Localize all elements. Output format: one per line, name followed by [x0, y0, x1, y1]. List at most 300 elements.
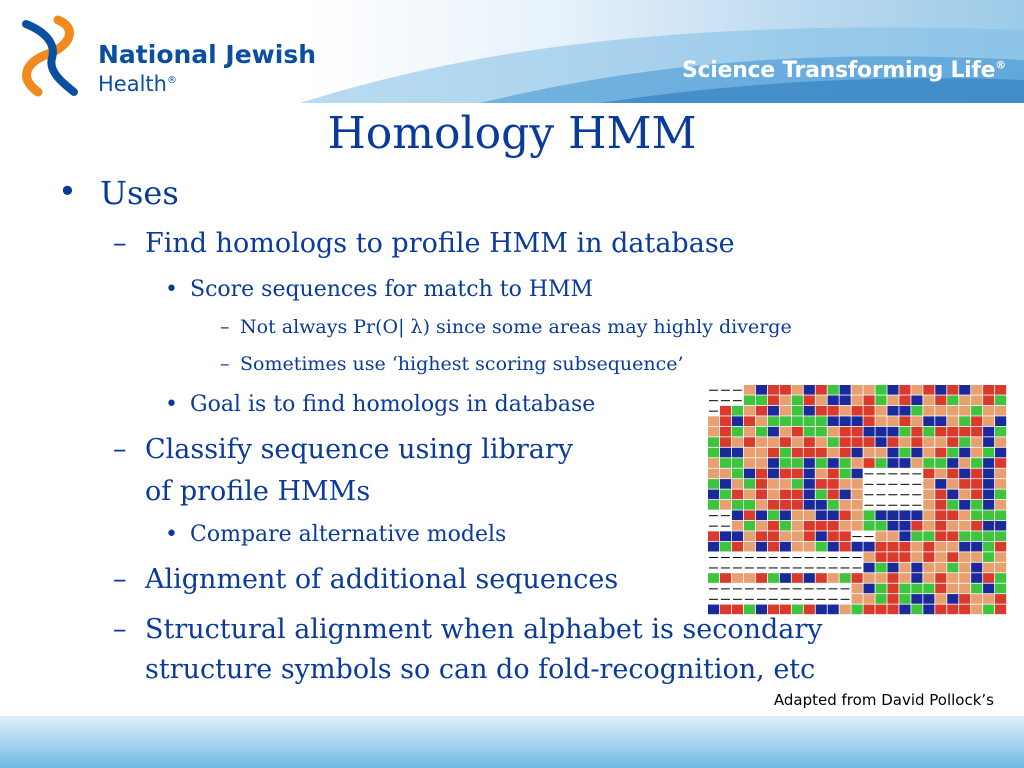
alignment-cell	[852, 479, 863, 489]
alignment-cell	[744, 605, 755, 615]
logo-subtitle	[98, 72, 177, 96]
alignment-cell	[863, 406, 874, 416]
alignment-cell	[804, 448, 815, 458]
alignment-cell	[935, 573, 946, 583]
alignment-cell	[863, 563, 874, 573]
alignment-cell	[804, 437, 815, 447]
alignment-cell	[935, 531, 946, 541]
alignment-cell	[768, 605, 779, 615]
alignment-cell	[780, 406, 791, 416]
alignment-cell	[971, 521, 982, 531]
alignment-cell	[971, 500, 982, 510]
alignment-cell	[852, 490, 863, 500]
alignment-cell	[804, 521, 815, 531]
alignment-cell	[971, 458, 982, 468]
alignment-cell	[923, 594, 934, 604]
alignment-cell	[708, 427, 719, 437]
alignment-cell	[852, 395, 863, 405]
alignment-cell	[744, 469, 755, 479]
alignment-cell	[768, 416, 779, 426]
alignment-cell	[887, 406, 898, 416]
alignment-cell	[720, 531, 731, 541]
alignment-cell	[983, 531, 994, 541]
alignment-cell	[923, 458, 934, 468]
alignment-cell	[899, 385, 910, 395]
alignment-cell	[732, 448, 743, 458]
alignment-cell	[983, 605, 994, 615]
alignment-cell	[863, 437, 874, 447]
alignment-cell	[816, 490, 827, 500]
alignment-cell	[768, 573, 779, 583]
alignment-cell	[828, 605, 839, 615]
alignment-cell	[756, 490, 767, 500]
alignment-cell	[947, 542, 958, 552]
alignment-cell	[804, 395, 815, 405]
alignment-cell	[935, 479, 946, 489]
alignment-cell	[732, 573, 743, 583]
alignment-cell	[911, 437, 922, 447]
alignment-cell	[732, 458, 743, 468]
alignment-cell	[708, 500, 719, 510]
alignment-cell	[875, 552, 886, 562]
alignment-cell	[995, 427, 1006, 437]
alignment-cell	[959, 427, 970, 437]
alignment-cell	[911, 563, 922, 573]
alignment-cell	[756, 531, 767, 541]
alignment-cell	[720, 427, 731, 437]
alignment-cell	[923, 542, 934, 552]
alignment-cell	[995, 521, 1006, 531]
alignment-cell	[983, 385, 994, 395]
alignment-cell	[971, 416, 982, 426]
alignment-cell	[887, 385, 898, 395]
alignment-cell	[995, 469, 1006, 479]
alignment-cell	[720, 479, 731, 489]
alignment-cell	[804, 416, 815, 426]
alignment-cell	[708, 479, 719, 489]
alignment-cell	[768, 510, 779, 520]
alignment-cell	[887, 416, 898, 426]
alignment-cell	[816, 395, 827, 405]
alignment-cell	[875, 573, 886, 583]
alignment-cell	[768, 406, 779, 416]
alignment-cell	[947, 448, 958, 458]
alignment-cell	[875, 395, 886, 405]
alignment-cell	[744, 427, 755, 437]
alignment-cell	[840, 521, 851, 531]
alignment-cell	[744, 385, 755, 395]
alignment-cell	[852, 427, 863, 437]
alignment-cell	[744, 490, 755, 500]
alignment-cell	[780, 458, 791, 468]
alignment-cell	[840, 605, 851, 615]
alignment-cell	[983, 563, 994, 573]
alignment-cell	[959, 531, 970, 541]
alignment-cell	[923, 479, 934, 489]
alignment-cell	[923, 510, 934, 520]
alignment-cell	[792, 479, 803, 489]
dash-marker: –	[113, 228, 127, 259]
alignment-cell	[863, 584, 874, 594]
logo-name: National Jewish	[98, 40, 317, 69]
alignment-cell	[852, 416, 863, 426]
alignment-cell	[875, 385, 886, 395]
alignment-cell	[780, 469, 791, 479]
alignment-cell	[983, 521, 994, 531]
alignment-cell	[863, 458, 874, 468]
alignment-cell	[959, 458, 970, 468]
alignment-cell	[804, 490, 815, 500]
alignment-cell	[911, 385, 922, 395]
alignment-cell	[804, 458, 815, 468]
alignment-cell	[708, 573, 719, 583]
alignment-cell	[720, 542, 731, 552]
alignment-cell	[840, 510, 851, 520]
sequence-alignment-image	[708, 385, 1007, 615]
alignment-cell	[852, 521, 863, 531]
alignment-cell	[995, 448, 1006, 458]
alignment-cell	[947, 521, 958, 531]
alignment-cell	[768, 542, 779, 552]
alignment-cell	[995, 542, 1006, 552]
tagline-text: Science Transforming Life	[682, 58, 996, 83]
alignment-cell	[959, 448, 970, 458]
alignment-cell	[780, 510, 791, 520]
alignment-cell	[899, 510, 910, 520]
alignment-cell	[816, 500, 827, 510]
helix-logo-icon	[8, 14, 88, 99]
bullet-marker: •	[165, 522, 178, 547]
alignment-cell	[744, 479, 755, 489]
alignment-cell	[756, 510, 767, 520]
alignment-cell	[995, 500, 1006, 510]
bullet-marker: •	[165, 277, 178, 302]
alignment-cell	[899, 437, 910, 447]
alignment-cell	[732, 427, 743, 437]
alignment-cell	[911, 510, 922, 520]
alignment-cell	[792, 406, 803, 416]
alignment-cell	[995, 552, 1006, 562]
alignment-cell	[828, 385, 839, 395]
alignment-cell	[840, 479, 851, 489]
alignment-cell	[816, 437, 827, 447]
alignment-cell	[935, 542, 946, 552]
alignment-cell	[923, 584, 934, 594]
alignment-cell	[911, 605, 922, 615]
alignment-cell	[887, 427, 898, 437]
alignment-cell	[828, 500, 839, 510]
alignment-cell	[720, 573, 731, 583]
alignment-cell	[732, 469, 743, 479]
tagline-registered-mark: ®	[995, 58, 1006, 72]
alignment-cell	[816, 521, 827, 531]
alignment-cell	[780, 395, 791, 405]
tagline	[682, 58, 1006, 83]
bullet-uses: Uses	[100, 174, 179, 212]
alignment-cell	[983, 406, 994, 416]
alignment-cell	[983, 395, 994, 405]
alignment-cell	[852, 385, 863, 395]
alignment-cell	[828, 521, 839, 531]
alignment-cell	[840, 531, 851, 541]
alignment-cell	[995, 584, 1006, 594]
alignment-cell	[899, 552, 910, 562]
alignment-cell	[792, 510, 803, 520]
alignment-cell	[899, 458, 910, 468]
alignment-cell	[720, 469, 731, 479]
alignment-cell	[911, 458, 922, 468]
bullet-not-always: Not always Pr(O| λ) since some areas may highly diverge	[240, 316, 792, 338]
alignment-cell	[995, 605, 1006, 615]
alignment-cell	[959, 605, 970, 615]
alignment-cell	[708, 542, 719, 552]
alignment-cell	[756, 437, 767, 447]
alignment-cell	[983, 416, 994, 426]
alignment-cell	[804, 605, 815, 615]
alignment-cell	[995, 385, 1006, 395]
alignment-cell	[983, 584, 994, 594]
dash-marker: –	[113, 434, 127, 465]
alignment-cell	[947, 605, 958, 615]
alignment-cell	[732, 416, 743, 426]
alignment-cell	[959, 385, 970, 395]
alignment-cell	[863, 427, 874, 437]
alignment-cell	[971, 542, 982, 552]
alignment-cell	[840, 395, 851, 405]
alignment-cell	[947, 510, 958, 520]
alignment-cell	[995, 406, 1006, 416]
alignment-cell	[744, 500, 755, 510]
alignment-cell	[923, 573, 934, 583]
alignment-cell	[971, 490, 982, 500]
bullet-compare: Compare alternative models	[190, 522, 507, 547]
alignment-cell	[935, 427, 946, 437]
bullet-structural-line2: structure symbols so can do fold-recognition, etc	[145, 654, 816, 685]
alignment-cell	[911, 521, 922, 531]
alignment-cell	[780, 416, 791, 426]
alignment-cell	[887, 563, 898, 573]
alignment-cell	[899, 605, 910, 615]
alignment-cell	[756, 458, 767, 468]
alignment-cell	[959, 573, 970, 583]
alignment-cell	[756, 406, 767, 416]
alignment-cell	[756, 469, 767, 479]
alignment-cell	[935, 521, 946, 531]
alignment-cell	[792, 500, 803, 510]
alignment-cell	[995, 490, 1006, 500]
alignment-cell	[995, 531, 1006, 541]
alignment-cell	[911, 427, 922, 437]
alignment-cell	[983, 469, 994, 479]
alignment-cell	[852, 500, 863, 510]
alignment-cell	[744, 521, 755, 531]
alignment-cell	[780, 521, 791, 531]
logo-subtitle-text: Health	[98, 72, 167, 96]
alignment-cell	[995, 594, 1006, 604]
alignment-cell	[780, 385, 791, 395]
alignment-cell	[744, 542, 755, 552]
alignment-cell	[875, 458, 886, 468]
alignment-cell	[971, 479, 982, 489]
credit-text: Adapted from David Pollock’s	[773, 691, 994, 709]
alignment-cell	[887, 458, 898, 468]
alignment-cell	[768, 437, 779, 447]
alignment-cell	[971, 573, 982, 583]
alignment-cell	[983, 500, 994, 510]
alignment-cell	[804, 510, 815, 520]
alignment-cell	[828, 458, 839, 468]
alignment-cell	[947, 427, 958, 437]
alignment-cell	[780, 427, 791, 437]
alignment-cell	[971, 469, 982, 479]
alignment-cell	[935, 458, 946, 468]
alignment-cell	[852, 584, 863, 594]
alignment-cell	[947, 573, 958, 583]
alignment-cell	[935, 416, 946, 426]
alignment-cell	[863, 416, 874, 426]
alignment-cell	[756, 427, 767, 437]
alignment-cell	[947, 469, 958, 479]
alignment-cell	[911, 573, 922, 583]
alignment-cell	[744, 458, 755, 468]
alignment-cell	[804, 427, 815, 437]
alignment-cell	[971, 584, 982, 594]
alignment-cell	[744, 448, 755, 458]
alignment-cell	[959, 594, 970, 604]
alignment-cell	[828, 448, 839, 458]
alignment-cell	[744, 510, 755, 520]
alignment-cell	[840, 437, 851, 447]
alignment-cell	[983, 552, 994, 562]
bullet-marker: •	[165, 392, 178, 417]
alignment-cell	[840, 416, 851, 426]
alignment-cell	[959, 437, 970, 447]
alignment-cell	[959, 563, 970, 573]
alignment-cell	[971, 552, 982, 562]
alignment-cell	[744, 406, 755, 416]
alignment-cell	[995, 563, 1006, 573]
alignment-cell	[959, 469, 970, 479]
alignment-cell	[708, 605, 719, 615]
alignment-cell	[780, 605, 791, 615]
alignment-cell	[756, 542, 767, 552]
alignment-cell	[708, 469, 719, 479]
alignment-cell	[875, 584, 886, 594]
alignment-cell	[828, 469, 839, 479]
alignment-cell	[768, 531, 779, 541]
alignment-cell	[959, 510, 970, 520]
alignment-cell	[732, 406, 743, 416]
alignment-cell	[756, 500, 767, 510]
alignment-cell	[744, 416, 755, 426]
alignment-cell	[792, 385, 803, 395]
alignment-cell	[792, 427, 803, 437]
alignment-cell	[768, 469, 779, 479]
alignment-cell	[720, 437, 731, 447]
alignment-cell	[720, 448, 731, 458]
alignment-cell	[983, 437, 994, 447]
alignment-cell	[959, 479, 970, 489]
alignment-cell	[768, 521, 779, 531]
alignment-cell	[935, 594, 946, 604]
alignment-cell	[768, 448, 779, 458]
alignment-cell	[804, 469, 815, 479]
bullet-classify-line2: of profile HMMs	[145, 476, 371, 507]
alignment-cell	[732, 500, 743, 510]
logo-registered-mark: ®	[166, 75, 177, 86]
alignment-cell	[816, 448, 827, 458]
alignment-cell	[720, 605, 731, 615]
alignment-cell	[935, 469, 946, 479]
alignment-cell	[863, 573, 874, 583]
alignment-cell	[816, 542, 827, 552]
alignment-cell	[959, 542, 970, 552]
alignment-cell	[911, 395, 922, 405]
alignment-cell	[863, 552, 874, 562]
alignment-cell	[971, 427, 982, 437]
alignment-cell	[804, 479, 815, 489]
alignment-cell	[935, 437, 946, 447]
alignment-cell	[887, 605, 898, 615]
alignment-cell	[995, 458, 1006, 468]
alignment-cell	[875, 510, 886, 520]
alignment-cell	[828, 542, 839, 552]
alignment-cell	[780, 437, 791, 447]
bullet-goal: Goal is to find homologs in database	[190, 392, 596, 417]
logo	[8, 14, 338, 99]
alignment-cell	[852, 510, 863, 520]
alignment-cell	[935, 552, 946, 562]
alignment-cell	[756, 479, 767, 489]
alignment-cell	[899, 563, 910, 573]
bullet-find-homologs: Find homologs to profile HMM in database	[145, 228, 735, 259]
alignment-cell	[840, 469, 851, 479]
alignment-cell	[792, 605, 803, 615]
dash-marker: –	[113, 564, 127, 595]
alignment-cell	[923, 552, 934, 562]
alignment-cell	[744, 437, 755, 447]
alignment-cell	[756, 521, 767, 531]
alignment-cell	[840, 490, 851, 500]
alignment-cell	[863, 605, 874, 615]
dash-marker: –	[220, 316, 230, 338]
alignment-cell	[792, 437, 803, 447]
alignment-cell	[828, 437, 839, 447]
alignment-cell	[828, 490, 839, 500]
alignment-cell	[852, 605, 863, 615]
alignment-cell	[911, 531, 922, 541]
alignment-cell	[899, 395, 910, 405]
alignment-cell	[935, 448, 946, 458]
alignment-cell	[971, 448, 982, 458]
alignment-cell	[959, 552, 970, 562]
alignment-cell	[995, 573, 1006, 583]
alignment-cell	[947, 490, 958, 500]
alignment-cell	[875, 406, 886, 416]
alignment-cell	[792, 395, 803, 405]
alignment-cell	[983, 479, 994, 489]
alignment-cell	[935, 510, 946, 520]
header-banner	[0, 0, 1024, 103]
header-swoosh-graphic	[300, 0, 1024, 103]
alignment-cell	[875, 605, 886, 615]
alignment-cell	[828, 395, 839, 405]
alignment-cell	[935, 500, 946, 510]
alignment-cell	[971, 563, 982, 573]
alignment-cell	[911, 416, 922, 426]
alignment-cell	[947, 458, 958, 468]
alignment-cell	[923, 448, 934, 458]
